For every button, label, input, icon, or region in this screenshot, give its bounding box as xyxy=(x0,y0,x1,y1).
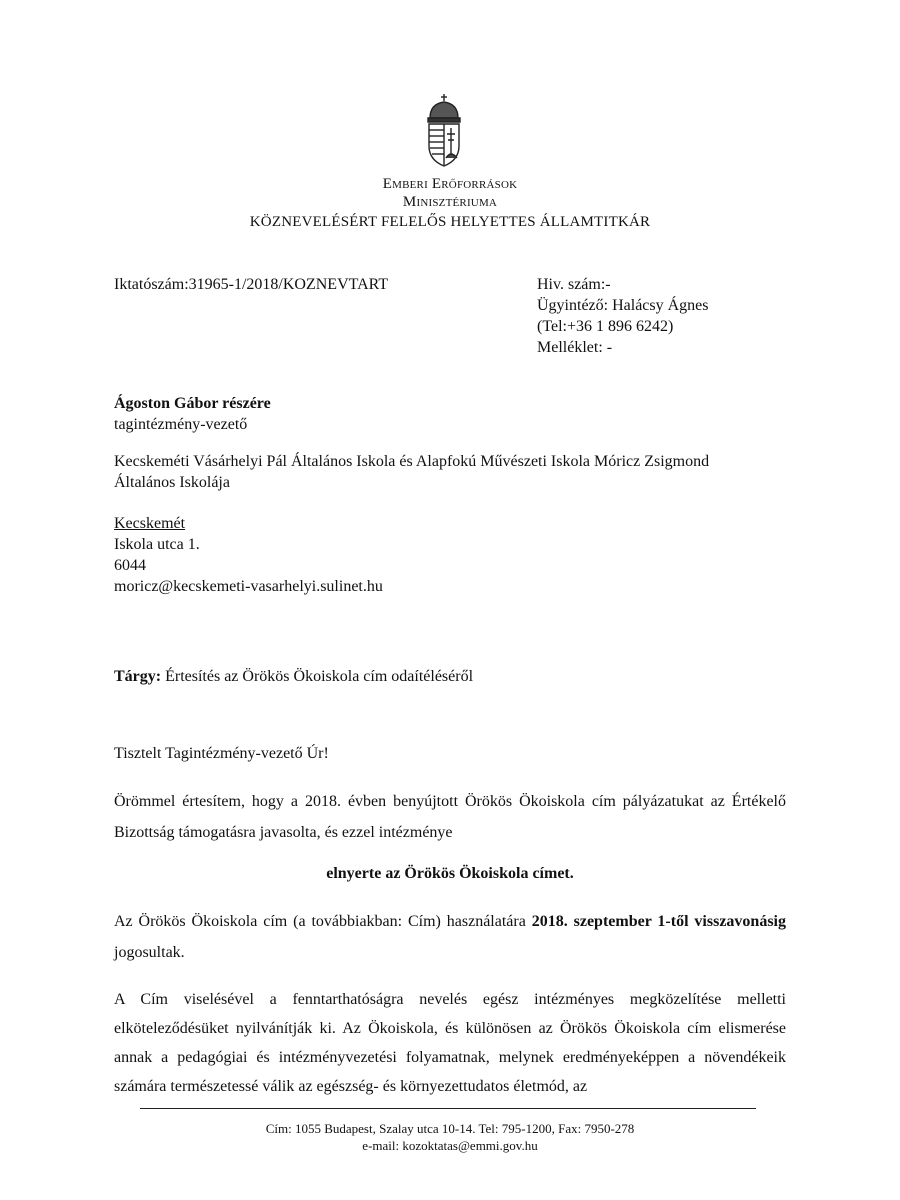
attachment: Melléklet: - xyxy=(537,339,613,356)
paragraph-1: Örömmel értesítem, hogy a 2018. évben benyújtott Örökös Ökoiskola cím pályázatukat az Értékelő Bizottság támogatásra javasolta, és ezzel intézménye xyxy=(114,793,786,841)
case-officer: Ügyintéző: Halácsy Ágnes xyxy=(537,297,709,314)
ministry-department: KÖZNEVELÉSÉRT FELELŐS HELYETTES ÁLLAMTITKÁR xyxy=(249,214,651,230)
ministry-name-line2: Minisztériuma xyxy=(402,194,498,210)
recipient-name: Ágoston Gábor részére xyxy=(114,395,271,412)
subject-label: Tárgy: xyxy=(114,668,162,685)
ministry-name-line1: Emberi Erőforrások xyxy=(382,176,518,192)
recipient-email: moricz@kecskemeti-vasarhelyi.sulinet.hu xyxy=(114,578,383,595)
paragraph-3: A Cím viselésével a fenntarthatóságra nevelés egész intézményes megközelítése melletti elköteleződésüket nyilvánítják ki. Az Ökoiskola, és különösen az Örökös Ökoiskola cím elismerése annak a pedagógiai és intézményvezetési folyamatnak, melynek eredményeképpen a növendékeik számára természetessé válik az egészség- és környezettudatos életmód, az xyxy=(114,991,786,1095)
salutation: Tisztelt Tagintézmény-vezető Úr! xyxy=(114,745,329,762)
city: Kecskemét xyxy=(114,515,186,532)
footer-email: e-mail: kozoktatas@emmi.gov.hu xyxy=(362,1138,538,1153)
institution-line2: Általános Iskolája xyxy=(114,474,230,491)
paragraph-2 xyxy=(114,906,786,968)
award-statement: elnyerte az Örökös Ökoiskola címet. xyxy=(326,865,574,882)
footer-divider xyxy=(140,1108,756,1109)
institution-line1: Kecskeméti Vásárhelyi Pál Általános Iskola és Alapfokú Művészeti Iskola Móricz Zsigmond xyxy=(114,453,710,470)
footer-address: Cím: 1055 Budapest, Szalay utca 10-14. Tel: 795-1200, Fax: 7950-278 xyxy=(265,1121,635,1136)
street: Iskola utca 1. xyxy=(114,536,200,553)
reference-meta-block xyxy=(537,274,709,358)
recipient-role: tagintézmény-vezető xyxy=(114,416,248,433)
hungarian-coat-of-arms-icon xyxy=(422,92,466,170)
subject-text: Értesítés az Örökös Ökoiskola cím odaítéléséről xyxy=(161,668,474,685)
subject-line xyxy=(114,666,473,687)
paragraph-2-start: Az Örökös Ökoiskola cím (a továbbiakban: Cím) használatára xyxy=(114,913,532,930)
recipient-block xyxy=(114,393,271,435)
phone: (Tel:+36 1 896 6242) xyxy=(537,318,674,335)
hiv-szam: Hiv. szám:- xyxy=(537,276,611,293)
zip: 6044 xyxy=(114,557,146,574)
paragraph-2-date: 2018. szeptember 1-től visszavonásig xyxy=(531,913,786,930)
reference-number: Iktatószám:31965-1/2018/KOZNEVTART xyxy=(114,276,389,293)
paragraph-2-end: jogosultak. xyxy=(114,944,185,961)
address-block xyxy=(114,513,383,597)
institution-block xyxy=(114,451,709,493)
